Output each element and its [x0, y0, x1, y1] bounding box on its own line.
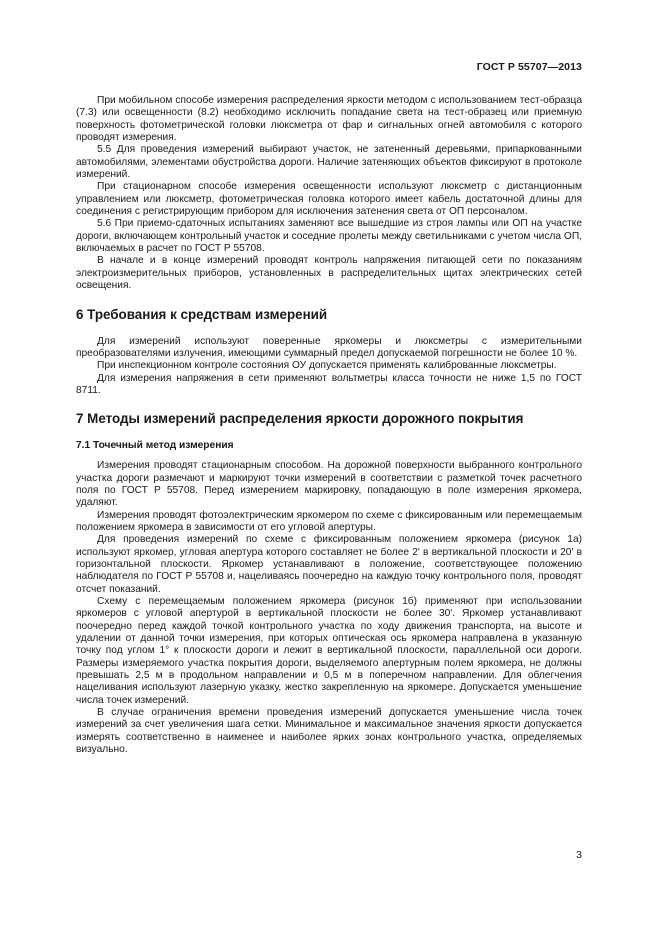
paragraph: 5.6 При приемо-сдаточных испытаниях заменяют все вышедшие из строя лампы или ОП на участке дороги, включающем контрольный участок и соседние пролеты между светильниками с учетом числа ОП, включаемых в расчет по ГОСТ Р 55708. [76, 218, 582, 255]
section-6-heading: 6 Требования к средствам измерений [76, 306, 328, 322]
paragraph: При стационарном способе измерения освещенности используют люксметр с дистанционным управлением или люксметр, фотометрическая головка которого имеет кабель достаточной длины для соединения с регистрирующим прибором для исключения затенения света от ОП персоналом. [76, 181, 582, 218]
paragraph: Измерения проводят стационарным способом. На дорожной поверхности выбранного контрольного участка дороги размечают и маркируют точки измерений в соответствии с разметкой точек расчетного поля по ГОСТ Р 55708. Перед измерением маркировку, попадающую в поле измерения яркомера, удаляют. [76, 460, 582, 509]
paragraph: При инспекционном контроле состояния ОУ допускается применять калиброванные люксметры. [97, 360, 557, 372]
paragraph: 5.5 Для проведения измерений выбирают участок, не затененный деревьями, припаркованными автомобилями, элементами обустройства дороги. Наличие затеняющих объектов фиксируют в протоколе измерений. [76, 144, 582, 181]
paragraph: Для проведения измерений по схеме с фиксированным положением яркомера (рисунок 1а) используют яркомер, угловая апертура которого составляет не более 2' в вертикальной плоскости и 20' в горизонтальной плоскости. Яркомер устанавливают в положение, соответствующее положению наблюдателя по ГОСТ Р 55708 и, нацеливаясь поочередно на каждую точку контрольного поля, проводят отсчет показаний. [76, 534, 582, 595]
paragraph: Измерения проводят фотоэлектрическим яркомером по схеме с фиксированным или перемещаемым положением яркомера в зависимости от его угловой апертуры. [76, 509, 582, 533]
document-code-header: ГОСТ Р 55707—2013 [476, 61, 582, 73]
paragraph: Для измерений используют поверенные яркомеры и люксметры с измерительными преобразователями излучения, имеющими суммарный предел допускаемой погрешности не более 10 %. [76, 335, 582, 359]
paragraph: Схему с перемещаемым положением яркомера (рисунок 1б) применяют при использовании яркомеров с угловой апертурой в вертикальной плоскости не более 30'. Яркомер устанавливают поочередно перед каждой точкой контрольного участка по ходу движения транспорта, на высоте и удалении от данной точки измерения, при которых оптическая ось яркомера направлена в указанную точку под углом 1° к плоскости дороги и лежит в вертикальной плоскости, параллельной оси дороги. Размеры измеряемого участка покрытия дороги, выделяемого апертурным полем яркомера, не должны превышать 2,5 м в продольном направлении и 0,5 м в поперечном направлении. Для облегчения нацеливания используют лазерную указку, жестко закрепленную на яркомере. Допускается уменьшение числа точек измерений. [76, 596, 582, 706]
paragraph: Для измерения напряжения в сети применяют вольтметры класса точности не ниже 1,5 по ГОСТ 8711. [76, 372, 582, 396]
page-number: 3 [576, 849, 582, 861]
paragraph: В начале и в конце измерений проводят контроль напряжения питающей сети по показаниям электроизмерительных приборов, установленных в распределительных щитах электрических сетей освещения. [76, 255, 582, 292]
paragraph: При мобильном способе измерения распределения яркости методом с использованием тест-образца (7.3) или освещенности (8.2) необходимо исключить попадание света на тест-образец или приемную поверхность фотометрической головки люксметра от фар и сигнальных огней автомобиля с которого проводят измерения. [76, 95, 582, 144]
section-7-heading: 7 Методы измерений распределения яркости дорожного покрытия [76, 411, 524, 427]
document-body [76, 95, 582, 756]
subsection-7-1-heading: 7.1 Точечный метод измерения [76, 440, 234, 452]
paragraph: В случае ограничения времени проведения измерений допускается уменьшение числа точек измерений за счет увеличения шага сетки. Минимальное и максимальное значения яркости допускается измерять соответственно в наименее и наиболее ярких зонах контрольного участка, определяемых визуально. [76, 707, 582, 756]
